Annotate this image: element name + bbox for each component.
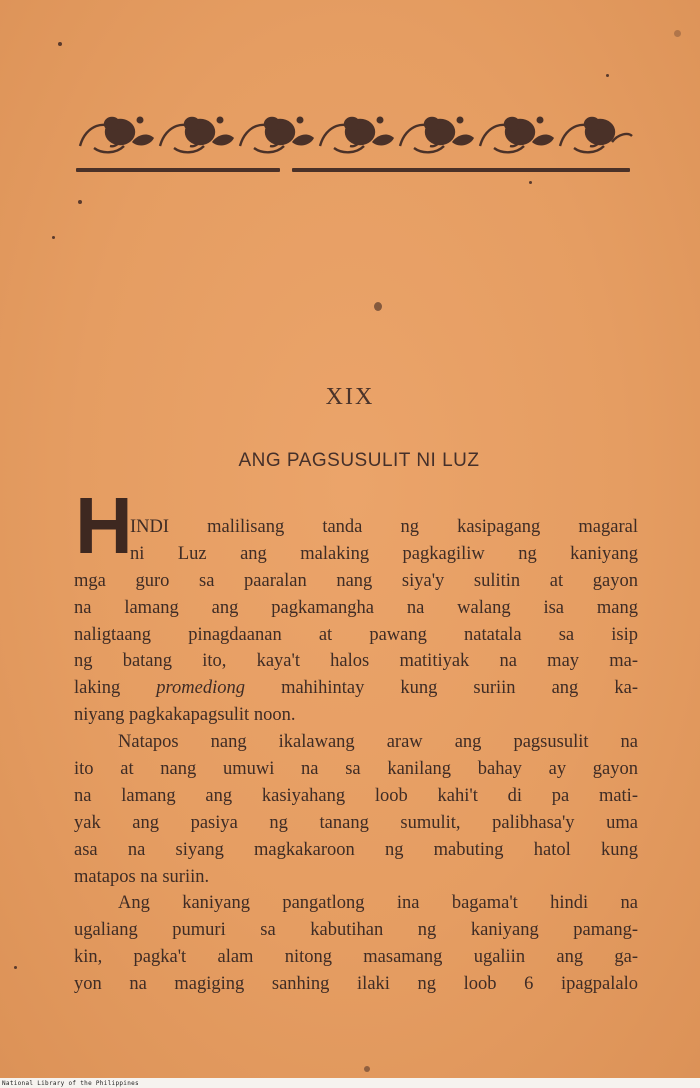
paper-speck [14, 966, 17, 969]
text-line: yon na magiging sanhing ilaki ng loob 6 ipagpalalo [74, 974, 638, 995]
library-credit: National Library of the Philippines [2, 1080, 139, 1087]
text-line: ni Luz ang malaking pagkagiliw ng kaniyang [130, 543, 638, 564]
paper-speck [52, 236, 55, 239]
text-line: naligtaang pinagdaanan at pawang natatala sa isip [74, 624, 638, 645]
text-line: ito at nang umuwi na sa kanilang bahay ay gayon [74, 759, 638, 780]
text-line: ng batang ito, kaya't halos matitiyak na may ma- [74, 651, 638, 672]
text-line: INDI malilisang tanda ng kasipagang magaral [130, 517, 638, 537]
decorative-vine-ornament [76, 108, 636, 160]
paper-speck [78, 200, 82, 204]
text-line: ugaliang pumuri sa kabutihan ng kaniyang pamang- [74, 920, 638, 941]
text-line: Natapos nang ikalawang araw ang pagsusulit na [118, 732, 638, 753]
paper-speck [58, 42, 62, 46]
text-line: yak ang pasiya ng tanang sumulit, palibhasa'y uma [74, 812, 638, 833]
paper-speck [364, 1066, 370, 1072]
text-line: asa na siyang magkakaroon ng mabuting hatol kung [74, 839, 638, 860]
divider-rule-right [292, 168, 630, 172]
divider-rule-left [76, 168, 280, 172]
text-line [74, 675, 638, 702]
text-fragment: laking [74, 678, 157, 699]
italic-word: promediong [156, 678, 246, 699]
paper-speck [606, 74, 609, 77]
text-fragment: mahihintay kung suriin ang ka- [245, 678, 638, 699]
text-line: kin, pagka't alam nitong masamang ugaliin ang ga- [74, 947, 638, 968]
body-text [74, 514, 638, 998]
text-line: Ang kaniyang pangatlong ina bagama't hindi na [118, 893, 638, 914]
text-line: na lamang ang pagkamangha na walang isa mang [74, 597, 638, 618]
paper-speck [374, 302, 382, 311]
drop-cap-letter: H [75, 481, 133, 570]
paper-speck [529, 181, 532, 184]
chapter-number: XIX [325, 384, 375, 410]
text-line: niyang pagkakapagsulit noon. [74, 705, 296, 726]
paper-speck [674, 30, 681, 37]
chapter-title: ANG PAGSUSULIT NI LUZ [238, 450, 480, 471]
text-line: mga guro sa paaralan nang siya'y sulitin at gayon [74, 570, 638, 591]
text-line: matapos na suriin. [74, 866, 210, 887]
text-line: na lamang ang kasiyahang loob kahi't di pa mati- [74, 785, 638, 806]
